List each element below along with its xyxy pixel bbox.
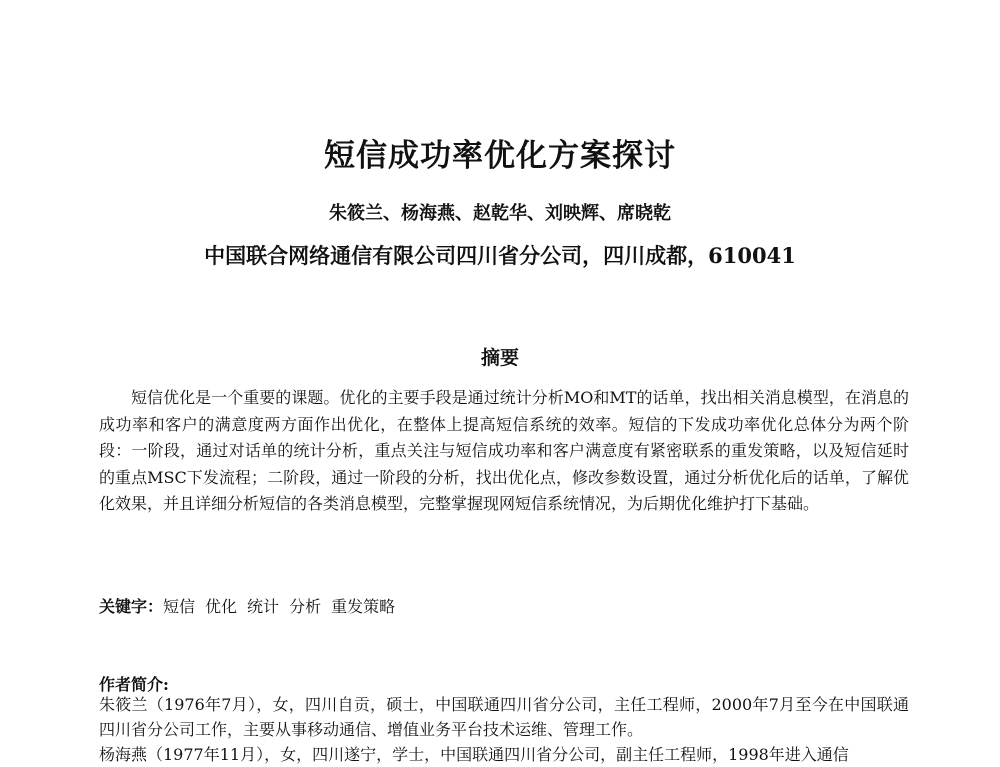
keywords-line — [99, 595, 909, 619]
abstract-heading: 摘要 — [480, 347, 519, 369]
paper-title: 短信成功率优化方案探讨 — [324, 138, 676, 174]
keyword-item: 优化 — [205, 597, 238, 616]
abstract-body: 短信优化是一个重要的课题。优化的主要手段是通过统计分析MO和MT的话单，找出相关消息模型，在消息的成功率和客户的满意度两方面作出优化，在整体上提高短信系统的效率。短信的下发成功率优化总体分为两个阶段：一阶段，通过对话单的统计分析，重点关注与短信成功率和客户满意度有紧密联系的重发策略，以及短信延时的重点MSC下发流程；二阶段，通过一阶段的分析，找出优化点，修改参数设置，通过分析优化后的话单，了解优化效果，并且详细分析短信的各类消息模型，完整掌握现网短信系统情况，为后期优化维护打下基础。 — [99, 388, 909, 514]
author-affiliation: 中国联合网络通信有限公司四川省分公司，四川成都，610041 — [204, 243, 796, 268]
author-bio-entry: 杨海燕（1977年11月），女，四川遂宁，学士，中国联通四川省分公司，副主任工程师，1998年进入通信 — [99, 745, 849, 764]
author-bio-heading: 作者简介: — [99, 675, 169, 694]
keywords-label: 关键字： — [99, 597, 164, 616]
keyword-item: 短信 — [163, 597, 196, 616]
keyword-item: 统计 — [247, 597, 280, 616]
keyword-item: 重发策略 — [331, 597, 396, 616]
author-bio-entry: 朱筱兰（1976年7月），女，四川自贡，硕士，中国联通四川省分公司，主任工程师，2000年7月至今在中国联通四川省分公司工作，主要从事移动通信、增值业务平台技术运维、管理工作。 — [99, 695, 909, 739]
keyword-item: 分析 — [289, 597, 322, 616]
author-bio-body — [99, 692, 909, 767]
author-list: 朱筱兰、杨海燕、赵乾华、刘映辉、席晓乾 — [329, 203, 671, 224]
